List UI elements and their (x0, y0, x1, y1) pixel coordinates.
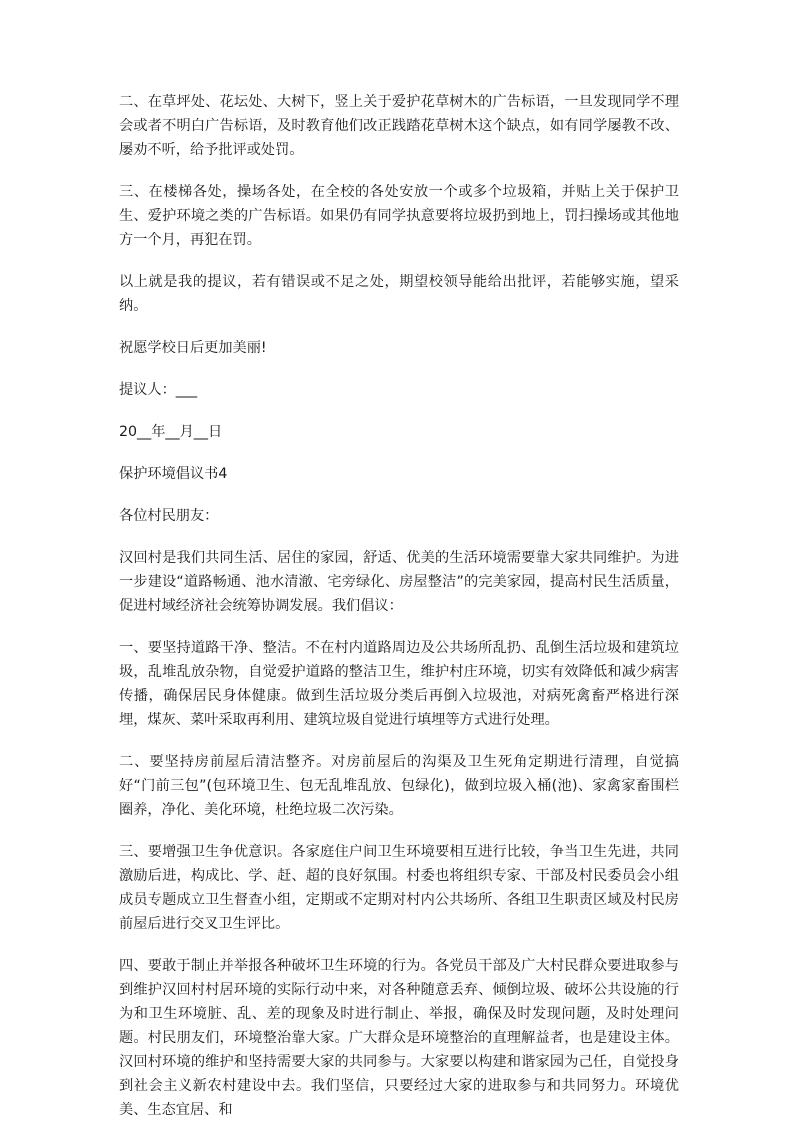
paragraph-lawn-signs: 二、在草坪处、花坛处、大树下，竖上关于爱护花草树木的广告标语，一旦发现同学不理会或者不明白广告标语，及时教育他们改正践踏花草树木这个缺点，如有同学屡教不改、屡劝不听，给予批评或处罚。 (119, 94, 679, 158)
paragraph-closing: 以上就是我的提议，若有错误或不足之处，期望校领导能给出批评，若能够实施，望采纳。 (119, 274, 679, 314)
document-body (119, 90, 679, 1140)
paragraph-trash-bins: 三、在楼梯各处，操场各处，在全校的各处安放一个或多个垃圾箱，并贴上关于保护卫生、爱护环境之类的广告标语。如果仍有同学执意要将垃圾扔到地上，罚扫操场或其他地方一个月，再犯在罚。 (119, 184, 679, 248)
proposer-line: 提议人：___ (119, 382, 198, 398)
paragraph-report-violations: 四、要敢于制止并举报各种破坏卫生环境的行为。各党员干部及广大村民群众要进取参与到维护汉回村村居环境的实际行动中来，对各种随意丢弃、倾倒垃圾、破坏公共设施的行为和卫生环境脏、乱、差的现象及时进行制止、举报，确保及时发现问题，及时处理问题。村民朋友们，环境整治靠大家。广大群众是环境整治的直理解益者，也是建设主体。汉回村环境的维护和坚持需要大家的共同参与。大家要以构建和谐家园为己任，自觉投身到社会主义新农村建设中去。我们坚信，只要经过大家的进取参与和共同努力。环境优美、生态宜居、和 (119, 958, 679, 1118)
date-line: 20__年__月__日 (119, 424, 223, 440)
paragraph-house-clean: 二、要坚持房前屋后清洁整齐。对房前屋后的沟渠及卫生死角定期进行清理，自觉搞好“门前三包”(包环境卫生、包无乱堆乱放、包绿化)，做到垃圾入桶(池)、家禽家畜围栏圈养，净化、美化环境，杜绝垃圾二次污染。 (119, 754, 679, 818)
paragraph-intro: 汉回村是我们共同生活、居住的家园，舒适、优美的生活环境需要靠大家共同维护。为进一步建设“道路畅通、池水清澈、宅旁绿化、房屋整洁”的完美家园，提高村民生活质量，促进村域经济社会统筹协调发展。我们倡议： (119, 550, 679, 614)
section-title: 保护环境倡议书4 (119, 466, 228, 482)
salutation: 各位村民朋友： (119, 508, 219, 524)
paragraph-roads-clean: 一、要坚持道路干净、整洁。不在村内道路周边及公共场所乱扔、乱倒生活垃圾和建筑垃圾，乱堆乱放杂物，自觉爱护道路的整洁卫生，维护村庄环境，切实有效降低和减少病害传播，确保居民身体健康。做到生活垃圾分类后再倒入垃圾池，对病死禽畜严格进行深埋，煤灰、菜叶采取再利用、建筑垃圾自觉进行填埋等方式进行处理。 (119, 640, 679, 728)
paragraph-wish: 祝愿学校日后更加美丽! (119, 340, 267, 356)
paragraph-hygiene-awareness: 三、要增强卫生争优意识。各家庭住户间卫生环境要相互进行比较，争当卫生先进，共同激励后进，构成比、学、赶、超的良好氛围。村委也将组织专家、干部及村民委员会小组成员专题成立卫生督查小组，定期或不定期对村内公共场所、各组卫生职责区域及村民房前屋后进行交叉卫生评比。 (119, 844, 679, 932)
